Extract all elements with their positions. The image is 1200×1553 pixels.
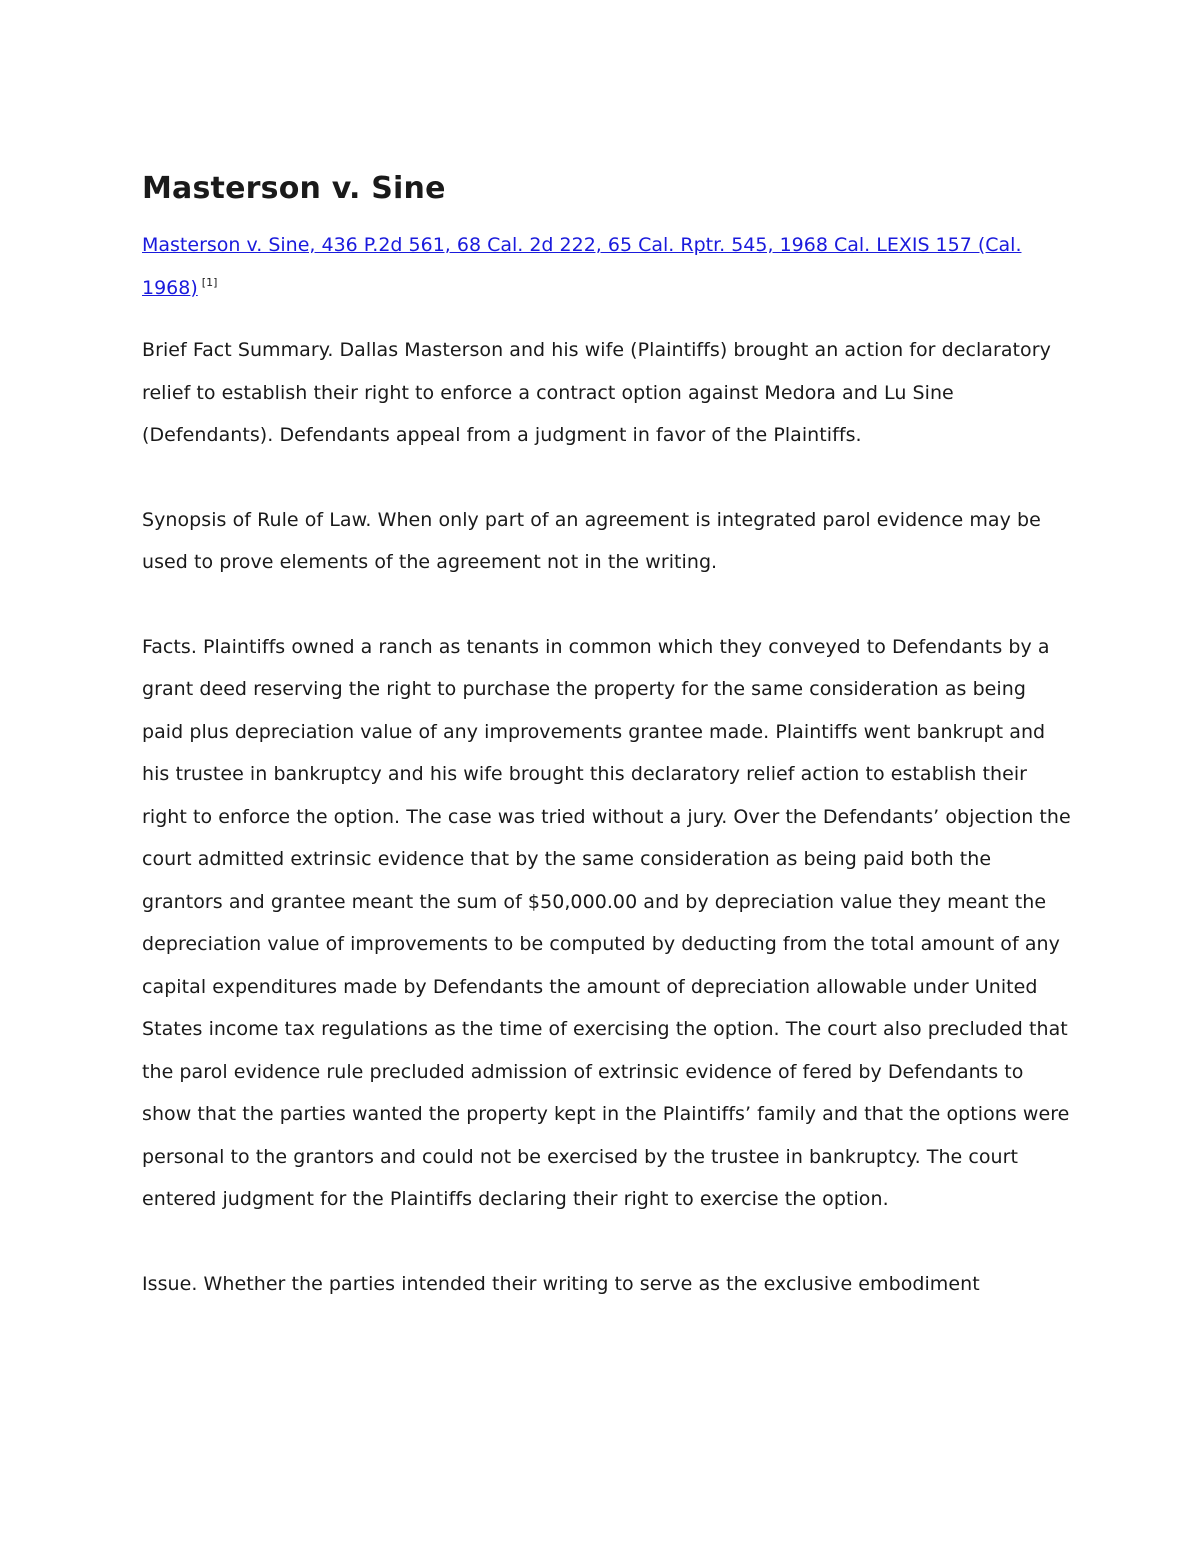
- page-title: Masterson v. Sine: [142, 171, 446, 206]
- paragraph-brief-fact-summary: Brief Fact Summary. Dallas Masterson and his wife (Plaintiffs) brought an action for declaratory relief to establish their right to enforce a contract option against Medora and Lu Sine (Defendants). Defendants appeal from a judgment in favor of the Plaintiffs.: [142, 339, 1051, 446]
- document-page: [142, 166, 1072, 1347]
- citation-link[interactable]: Masterson v. Sine, 436 P.2d 561, 68 Cal. 2d 222, 65 Cal. Rptr. 545, 1968 Cal. LEXIS 157 (Cal. 1968): [142, 234, 1022, 299]
- paragraph-facts: Facts. Plaintiffs owned a ranch as tenants in common which they conveyed to Defendants by a grant deed reserving the right to purchase the property for the same consideration as being paid plus depreciation value of any improvements grantee made. Plaintiffs went bankrupt and his trustee in bankruptcy and his wife brought this declaratory relief action to establish their right to enforce the option. The case was tried without a jury. Over the Defendants’ objection the court admitted extrinsic evidence that by the same consideration as being paid both the grantors and grantee meant the sum of $50,000.00 and by depreciation value they meant the depreciation value of improvements to be computed by deducting from the total amount of any capital expenditures made by Defendants the amount of depreciation allowable under United States income tax regulations as the time of exercising the option. The court also precluded that the parol evidence rule precluded admission of extrinsic evidence of fered by Defendants to show that the parties wanted the property kept in the Plaintiffs’ family and that the options were personal to the grantors and could not be exercised by the trustee in bankruptcy. The court entered judgment for the Plaintiffs declaring their right to exercise the option.: [142, 635, 1071, 1210]
- case-citation: [142, 224, 1072, 309]
- paragraph-issue: Issue. Whether the parties intended their writing to serve as the exclusive embodiment: [142, 1272, 980, 1295]
- paragraph-rule-of-law: Synopsis of Rule of Law. When only part of an agreement is integrated parol evidence may be used to prove elements of the agreement not in the writing.: [142, 508, 1041, 573]
- footnote-marker[interactable]: [1]: [201, 276, 218, 290]
